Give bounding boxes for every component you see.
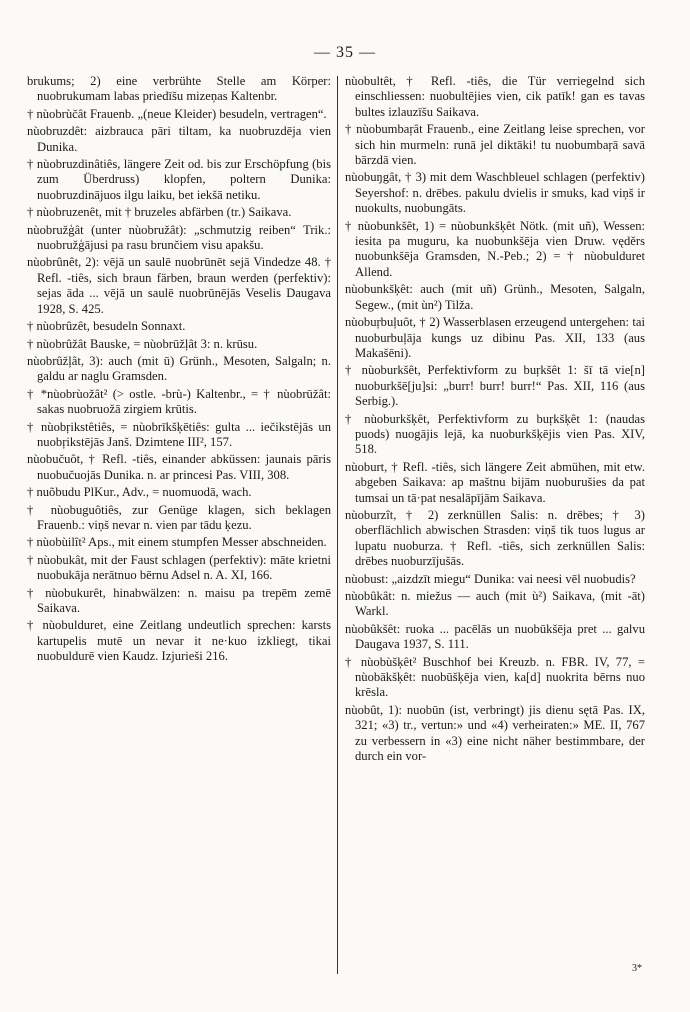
dictionary-entry: nùobûkât: n. miežus — auch (mit ù²) Saikava, (mit -āt) Warkl. bbox=[345, 589, 645, 619]
dictionary-entry: nùobružģât (unter nùobružât): „schmutzig reiben“ Trik.: nuobružģājusi pa rasu brunčiem visu apakšu. bbox=[27, 222, 331, 253]
dictionary-entry: nùobuŗbuļuôt, † 2) Wasserblasen erzeugend untergehen: tai nuoburbuļāja kungs uz dibinu Pas. XII, 133 (aus Makašēni). bbox=[345, 315, 645, 360]
dictionary-entry: nùobût, 1): nuobūn (ist, verbringt) jis dienu sętā Pas. IX, 321; «3) tr., vertun:» und «4) verheiraten:» ME. II, 767 zu verbessern in «3) eine nicht näher bestimmbare, der durch ein vor- bbox=[345, 702, 645, 764]
dictionary-entry: † nùobruzenêt, mit † bruzeles abfärben (tr.) Saikava. bbox=[27, 205, 292, 220]
dictionary-entry: † nùobuguôtiês, zur Genüge klagen, sich beklagen Frauenb.: viņš nevar n. vien par tādu ķezu. bbox=[27, 502, 331, 532]
dictionary-entry: † nùobukât, mit der Faust schlagen (perfektiv): māte krietni nuobukāja nerātnuo bērnu Adsel n. A. XI, 166. bbox=[27, 552, 331, 583]
dictionary-entry: † nùoburkšêt, Perfektivform zu buŗkšêt 1: šī tā vie[n] nuoburkšē[ju]si: „burr! burr! burr!“ Pas. XII, 116 (aus Serbig.). bbox=[345, 363, 645, 409]
dictionary-entry: † nùobrûžât Bauske, = nùobrūžļât 3: n. krūsu. bbox=[27, 336, 258, 351]
page-number: — 35 — bbox=[314, 44, 376, 61]
dictionary-entry: nùobruzdêt: aizbrauca pāri tiltam, ka nuobruzdēja vien Dunika. bbox=[27, 124, 331, 154]
dictionary-entry: † nùobunkšêt, 1) = nùobunkšķêt Nötk. (mit uñ), Wessen: iesita pa muguru, ka nuobunkšēja vien Druw. vęděrs nuobunkšēja Gramsden, N.-Peb.; 2) = † nùobulduret Allend. bbox=[345, 218, 645, 279]
dictionary-entry: nùoburzît, † 2) zerknüllen Salis: n. drēbes; † 3) oberflächlich abwischen Strasden: viņš tik tuos lugus ar lupatu nuoburza. † Refl. -tiês, sich zerknüllen Salis: drēbes nuoburzījušās. bbox=[345, 507, 645, 569]
dictionary-entry: nùobunkšķêt: auch (mit uñ) Grünh., Mesoten, Salgaln, Segew., (mit ùn²) Tilža. bbox=[345, 282, 645, 312]
dictionary-entry: † nuõbudu PlKur., Adv., = nuomuodā, wach. bbox=[27, 485, 252, 500]
dictionary-entry: nùobust: „aizdzīt miegu“ Dunika: vai neesi vēl nuobudis? bbox=[345, 571, 636, 586]
dictionary-entry: nùobultêt, † Refl. -tiês, die Tür verriegelnd sich einschliessen: nuobultējies vien, cik patīk! gan es tavas bultes izlauzīšu Saikava. bbox=[345, 74, 645, 119]
dictionary-entry: † nùobùilît² Aps., mit einem stumpfen Messer abschneiden. bbox=[27, 535, 327, 550]
column-divider bbox=[337, 76, 338, 974]
dictionary-entry: nùobûkšêt: ruoka ... pacēlās un nuobūkšēja pret ... galvu Daugava 1937, S. 111. bbox=[345, 621, 645, 652]
dictionary-entry: † nùobulduret, eine Zeitlang undeutlich sprechen: karsts kartupelis mutē un nevar it ne·kuo izkliegt, tikai nuobuldurē vien Kaudz. Izjurieši 216. bbox=[27, 618, 331, 664]
dictionary-entry: † nùobukurêt, hinabwälzen: n. maisu pa trepēm zemē Saikava. bbox=[27, 585, 331, 615]
dictionary-entry: nùobuŋgât, † 3) mit dem Waschbleuel schlagen (perfektiv) Seyershof: n. drēbes. pakulu dvielis ir smuks, kad viņš ir nuokults, nuobungāts. bbox=[345, 170, 645, 216]
dictionary-entry: † nùobùšķêt² Buschhof bei Kreuzb. n. FBR. IV, 77, = nùobākšķêt: nuobūšķēja vien, ka[d] nuokrita bērns nuo krēsla. bbox=[345, 654, 645, 700]
dictionary-entry: † nùobŗikstêtiês, = nùobrīkšķētiês: gulta ... iečikstējās un nuobŗikstējās Janš. Dzimtene III², 157. bbox=[27, 419, 331, 449]
right-column bbox=[345, 74, 645, 766]
dictionary-entry: nùobrûnêt, 2): vējā un saulē nuobrūnēt sejā Vindedze 48. † Refl. -tiês, sich braun färben, braun werden (perfektiv): sejas āda ... vējā un saulē nuobrūnējās Veselis Daugava 1928, S. 425. bbox=[27, 255, 331, 316]
dictionary-entry: † nùobumbaŗât Frauenb., eine Zeitlang leise sprechen, vor sich hin murmeln: runā jel diktāki! tu nuobumbaŗā savā bārzdā vien. bbox=[345, 122, 645, 168]
dictionary-entry: brukums; 2) eine verbrühte Stelle am Körper: nuobrukumam labas priedīšu mizeņas Kaltenbr. bbox=[27, 74, 331, 104]
dictionary-entry: nùoburt, † Refl. -tiês, sich längere Zeit abmühen, mit etw. abgeben Saikava: ap maštnu bijām nuoburušies da pat tumsai un tā·pat nesalāpījām Saikava. bbox=[345, 459, 645, 505]
printer-signature: 3* bbox=[632, 963, 642, 974]
dictionary-entry: † nùoburkšķêt, Perfektivform zu buŗkšķêt 1: (naudas puods) nuogājis lejā, ka nuoburkšķējis vien Pas. XIV, 518. bbox=[345, 411, 645, 457]
dictionary-entry: † *nùobrùožât² (> ostle. -brù-) Kaltenbr., = † nùobrūžât: sakas nuobruožā zirgiem krūtis. bbox=[27, 386, 331, 417]
dictionary-entry: † nùobrùčât Frauenb. „(neue Kleider) besudeln, vertragen“. bbox=[27, 106, 327, 121]
dictionary-entry: † nùobrûzêt, besudeln Sonnaxt. bbox=[27, 319, 186, 334]
dictionary-entry: † nùobruzdinâtiês, längere Zeit od. bis zur Erschöpfung (bis zum Überdruss) klopfen, poltern Dunika: nuobruzdinājuos ilgu laiku, bet iekšā netiku. bbox=[27, 157, 331, 202]
dictionary-entry: nùobrûžļât, 3): auch (mit ū) Grünh., Mesoten, Salgaln; n. galdu ar naglu Gramsden. bbox=[27, 353, 331, 384]
dictionary-entry: nùobučuôt, † Refl. -tiês, einander abküssen: jaunais pāris nuobučuojās Dunika. n. ar princesi Pas. VIII, 308. bbox=[27, 452, 331, 482]
left-column bbox=[27, 74, 331, 667]
